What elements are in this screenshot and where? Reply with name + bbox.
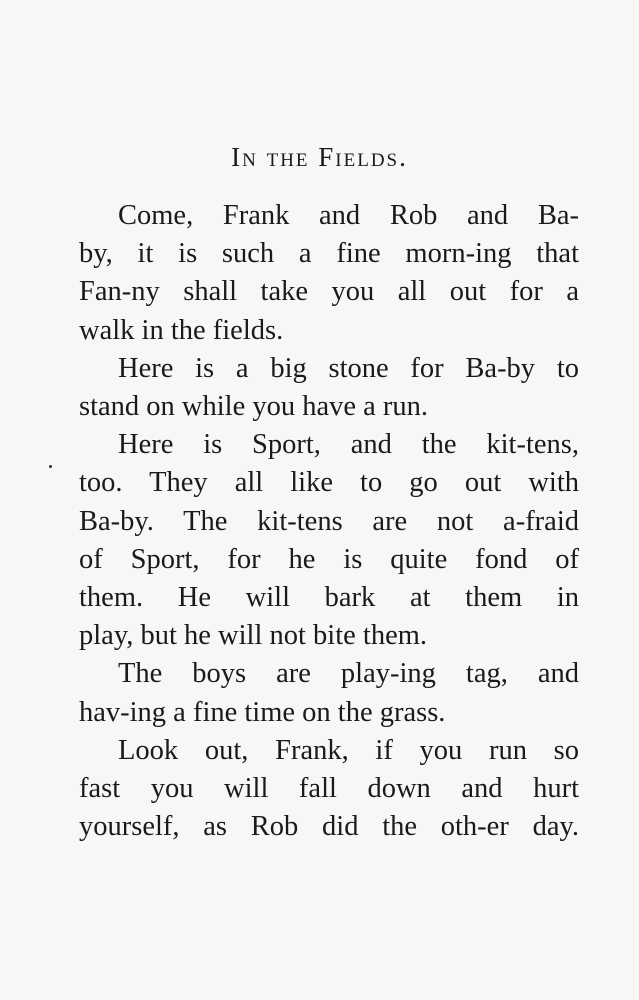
text-line: Ba-by. The kit-tens are not a-fraid — [79, 505, 579, 537]
text-line: them. He will bark at them in — [79, 582, 579, 614]
body-text — [79, 197, 579, 846]
text-line: too. They all like to go out with — [79, 467, 579, 499]
chapter-title: In the Fields. — [231, 142, 408, 172]
page-speck — [49, 465, 52, 468]
paragraph-5 — [79, 732, 579, 847]
text-line: Look out, Frank, if you run so — [118, 734, 579, 766]
text-line: Here is a big stone for Ba-by to — [118, 352, 579, 384]
text-line: fast you will fall down and hurt — [79, 773, 579, 805]
text-line: play, but he will not bite them. — [79, 620, 428, 652]
text-line: of Sport, for he is quite fond of — [79, 543, 579, 575]
text-line: stand on while you have a run. — [79, 391, 429, 423]
paragraph-2 — [79, 350, 579, 426]
text-line: hav-ing a fine time on the grass. — [79, 696, 446, 728]
paragraph-3 — [79, 426, 579, 655]
text-line: Come, Frank and Rob and Ba- — [118, 200, 579, 231]
text-line: walk in the fields. — [79, 314, 284, 346]
text-line: yourself, as Rob did the oth-er day. — [79, 811, 579, 843]
paragraph-4 — [79, 655, 579, 731]
text-line: The boys are play-ing tag, and — [118, 658, 579, 690]
text-line: Fan-ny shall take you all out for a — [79, 276, 579, 308]
text-line: by, it is such a fine morn-ing that — [79, 238, 579, 270]
paragraph-1 — [79, 197, 579, 350]
text-line: Here is Sport, and the kit-tens, — [118, 429, 579, 461]
